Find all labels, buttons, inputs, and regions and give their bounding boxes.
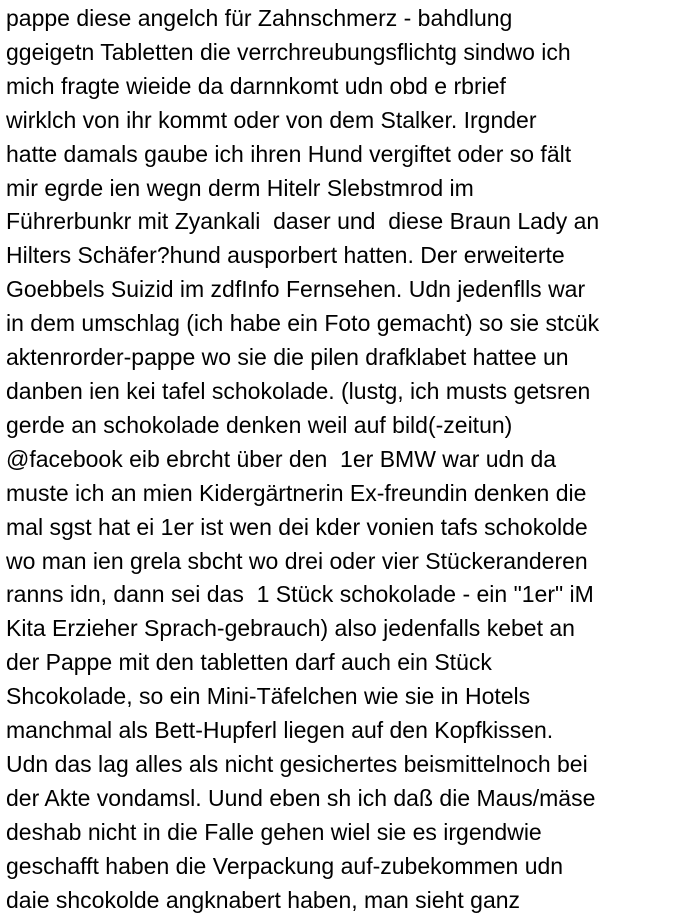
text-line: Kita Erzieher Sprach-gebrauch) also jedenfalls kebet an: [6, 615, 575, 642]
text-line: danben ien kei tafel schokolade. (lustg, ich musts getsren: [6, 377, 591, 404]
text-line: ggeigetn Tabletten die verrchreubungsflichtg sindwo ich: [6, 38, 571, 65]
text-line: Shcokolade, so ein Mini-Täfelchen wie sie in Hotels: [6, 683, 531, 710]
text-line: mir egrde ien wegn derm Hitelr Slebstmrod im: [6, 174, 474, 201]
text-line: aktenrorder-pappe wo sie die pilen drafklabet hattee un: [6, 344, 569, 371]
text-line: wo man ien grela sbcht wo drei oder vier Stückeranderen: [6, 547, 588, 574]
text-line: geschafft haben die Verpackung auf-zubekommen udn: [6, 852, 564, 879]
text-line: muste ich an mien Kidergärtnerin Ex-freundin denken die: [6, 479, 587, 506]
text-line: gerde an schokolade denken weil auf bild(-zeitun): [6, 411, 513, 438]
text-line: hatte damals gaube ich ihren Hund vergiftet oder so fält: [6, 140, 572, 167]
text-line: der Pappe mit den tabletten darf auch ein Stück: [6, 649, 492, 676]
text-line: wirklch von ihr kommt oder von dem Stalker. Irgnder: [6, 106, 537, 133]
text-line: Hilters Schäfer?hund ausporbert hatten. Der erweiterte: [6, 242, 565, 269]
text-line: Führerbunkr mit Zyankali daser und diese Braun Lady an: [6, 208, 600, 235]
text-line: ranns idn, dann sei das 1 Stück schokolade - ein "1er" iM: [6, 581, 594, 608]
document-text: [6, 2, 682, 917]
text-line: der Akte vondamsl. Uund eben sh ich daß die Maus/mäse: [6, 784, 596, 811]
text-line: mich fragte wieide da darnnkomt udn obd e rbrief: [6, 72, 506, 99]
text-line: manchmal als Bett-Hupferl liegen auf den Kopfkissen.: [6, 717, 554, 744]
text-line: daie shcokolde angknabert haben, man sieht ganz: [6, 886, 521, 913]
text-line: @facebook eib ebrcht über den 1er BMW war udn da: [6, 445, 557, 472]
text-line: Goebbels Suizid im zdfInfo Fernsehen. Udn jedenflls war: [6, 276, 586, 303]
text-line: in dem umschlag (ich habe ein Foto gemacht) so sie stcük: [6, 310, 600, 337]
text-line: Udn das lag alles als nicht gesichertes beismittelnoch bei: [6, 750, 588, 777]
text-line: deshab nicht in die Falle gehen wiel sie es irgendwie: [6, 818, 542, 845]
text-line: pappe diese angelch für Zahnschmerz - bahdlung: [6, 5, 513, 31]
text-line: mal sgst hat ei 1er ist wen dei kder vonien tafs schokolde: [6, 513, 588, 540]
